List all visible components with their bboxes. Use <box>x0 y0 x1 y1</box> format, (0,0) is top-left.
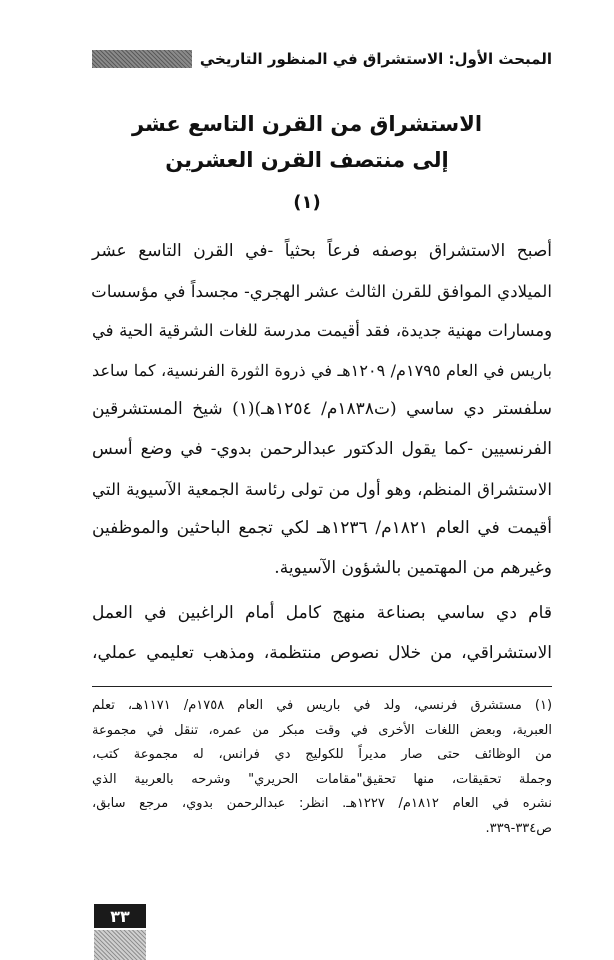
body-text <box>92 232 552 674</box>
footnote-divider <box>92 686 552 687</box>
body-line: وغيرهم من المهتمين بالشؤون الآسيوية. <box>274 557 552 578</box>
body-line: الاستشراق المنظم، وهو أول من تولى رئاسة الجمعية الآسيوية التي <box>92 478 552 499</box>
body-line: ومسارات مهنية جديدة، فقد أقيمت مدرسة للغات الشرقية الحية في <box>92 321 552 341</box>
section-title-line-2: إلى منتصف القرن العشرين <box>165 148 449 172</box>
footnote-line: (١) مستشرق فرنسي، ولد في باريس في العام ١٧٥٨م/ ١١٧١هـ، تعلم <box>92 698 553 713</box>
body-line: أصبح الاستشراق بوصفه فرعاً بحثياً -في القرن التاسع عشر <box>92 241 552 261</box>
body-line: الميلادي الموافق للقرن الثالث عشر الهجري- مجسداً في مؤسسات <box>91 280 552 301</box>
header-pattern-bar <box>92 50 192 68</box>
body-line: أقيمت في العام ١٨٢١م/ ١٢٣٦هـ لكي تجمع الباحثين والموظفين <box>92 518 552 539</box>
footnote <box>92 694 552 842</box>
body-line: باريس في العام ١٧٩٥م/ ١٢٠٩هـ في ذروة الثورة الفرنسية، كما ساعد <box>92 360 552 380</box>
footnote-line: نشره في العام ١٨١٢م/ ١٢٢٧هـ. انظر: عبدالرحمن بدوي، مرجع سابق، <box>92 796 553 812</box>
running-header <box>92 44 552 74</box>
running-title: المبحث الأول: الاستشراق في المنظور التاريخي <box>199 50 552 68</box>
section-number: (١) <box>293 192 321 213</box>
body-line: الاستشراقي، من خلال نصوص منتظمة، ومذهب تعليمي عملي، <box>92 642 552 663</box>
page-pattern-bar <box>94 930 146 960</box>
body-line: قام دي ساسي بصناعة منهج كامل أمام الراغبين في العمل <box>92 603 552 624</box>
body-line: الفرنسيين -كما يقول الدكتور عبدالرحمن بدوي- في وضع أسس <box>92 438 552 459</box>
section-title-line-1: الاستشراق من القرن التاسع عشر <box>131 112 483 136</box>
footnote-line: العبرية، وبعض اللغات الأخرى في وقت مبكر من عمره، تنقل في مجموعة <box>92 722 552 738</box>
footnote-line: وجملة تحقيقات، منها تحقيق"مقامات الحريري" وشرحه بالعربية الذي <box>92 771 552 787</box>
page-number: ٣٣ <box>94 904 146 928</box>
footnote-line: ص٣٣٤-٣٣٩. <box>485 820 552 836</box>
body-line: سلفستر دي ساسي (ت١٨٣٨م/ ١٢٥٤هـ)(١) شيخ المستشرقين <box>92 399 552 420</box>
footnote-line: من الوظائف حتى صار مديراً للكوليج دي فرانس، له مجموعة كتب، <box>92 747 552 763</box>
